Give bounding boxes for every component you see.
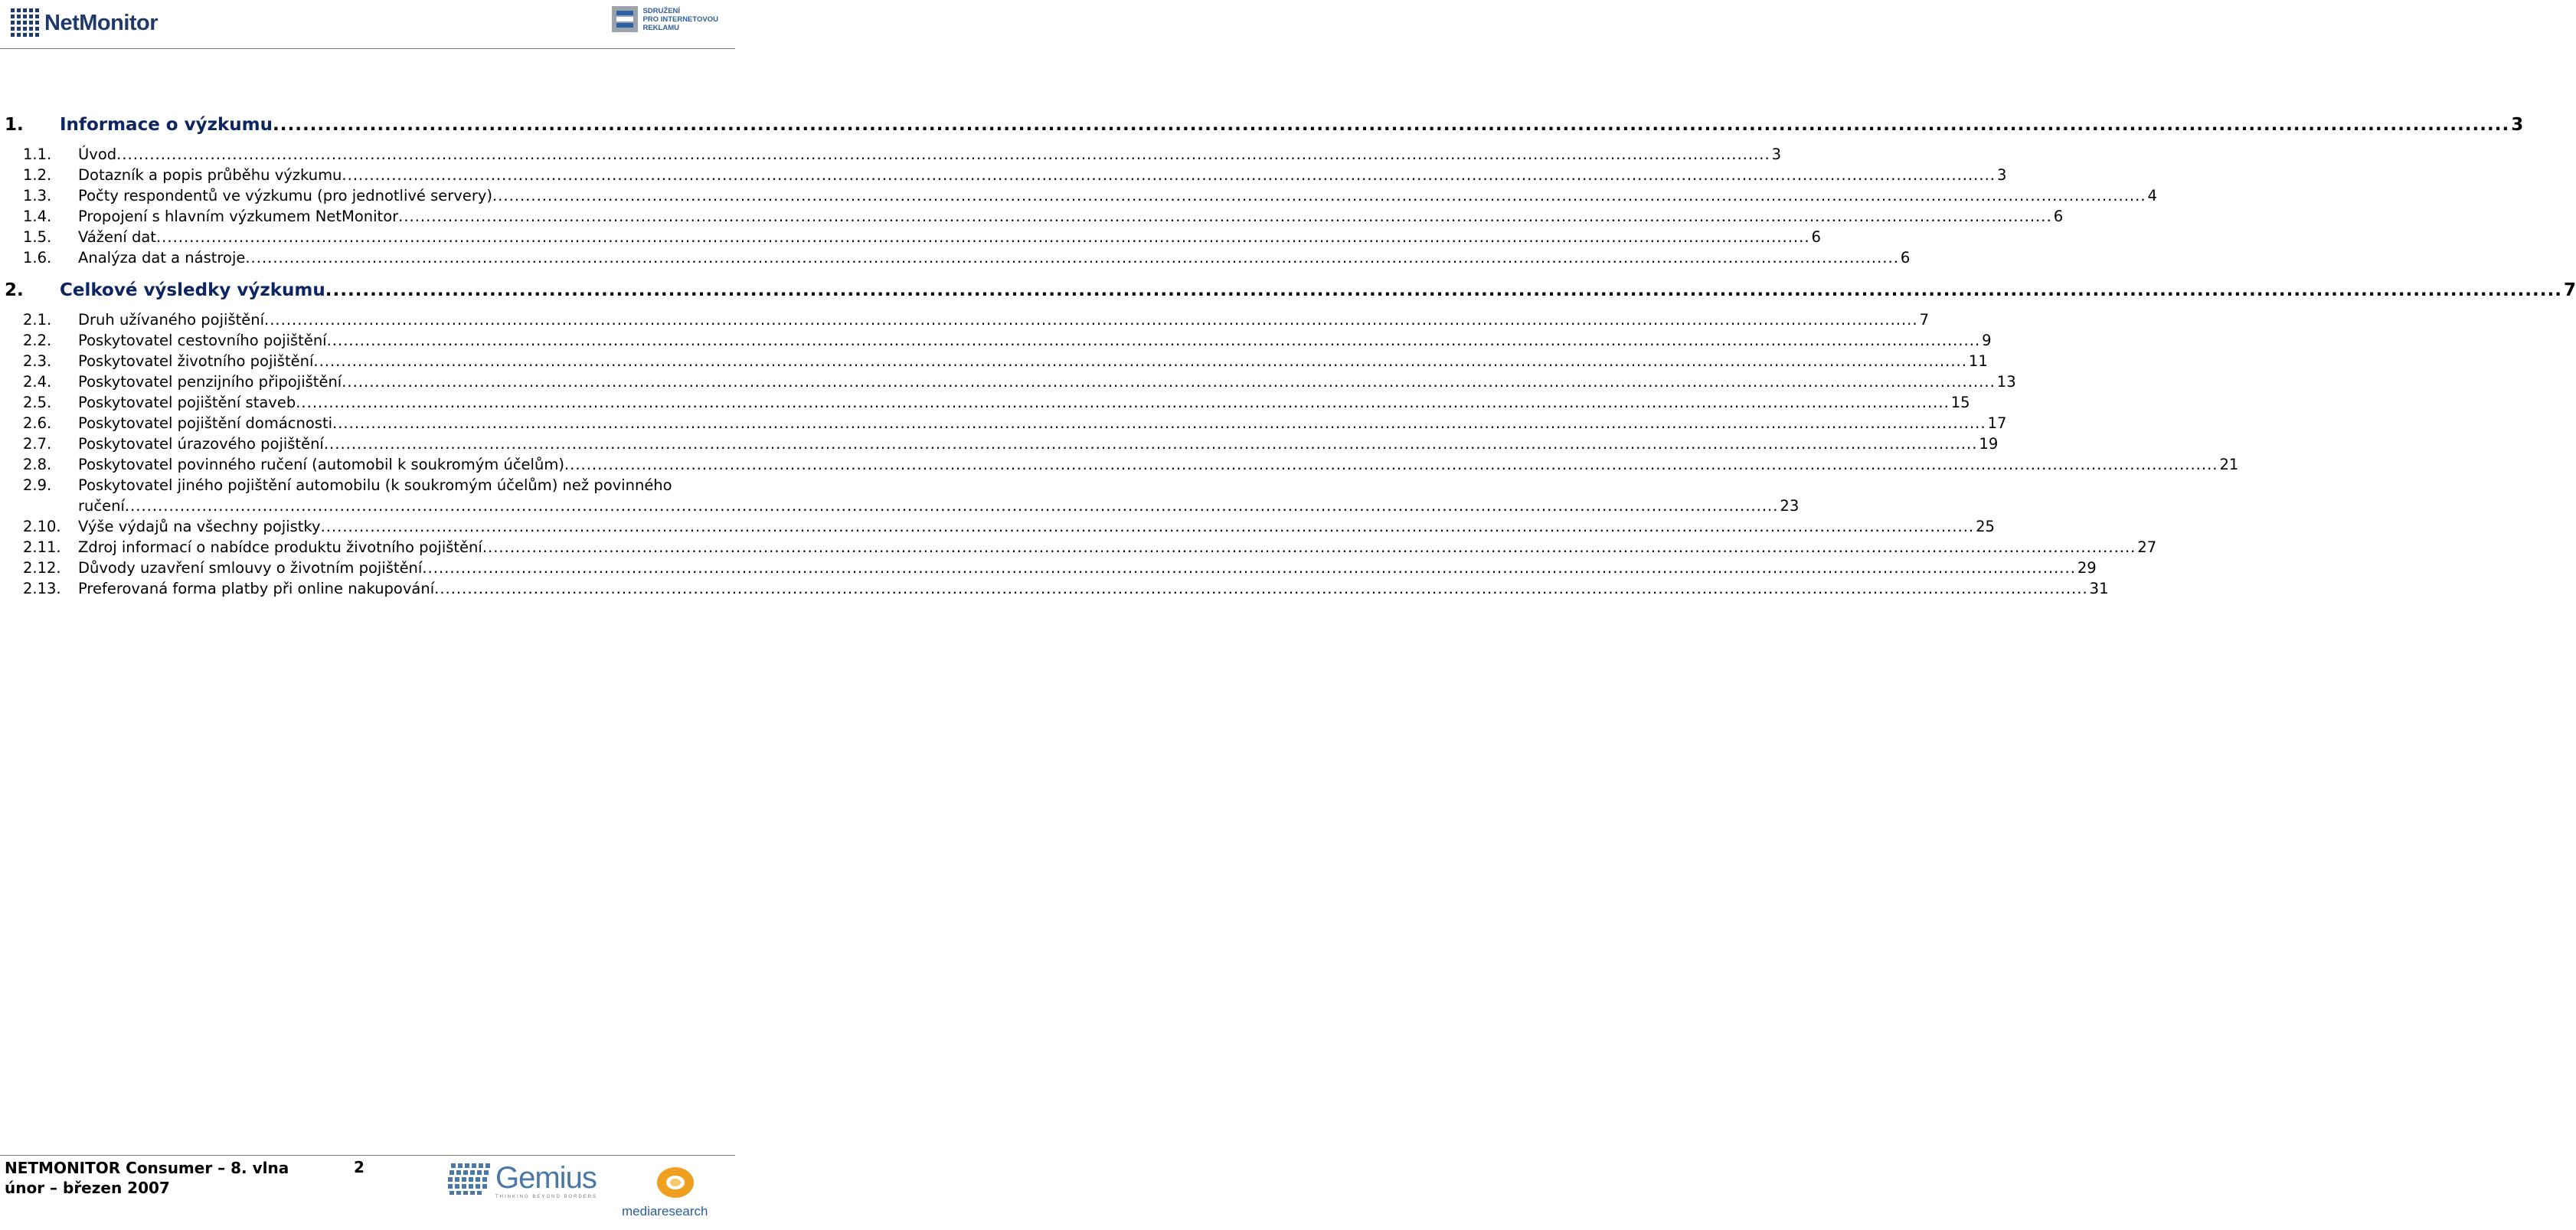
toc-entry-page: 3 xyxy=(1996,166,2007,184)
toc-entry-title: Počty respondentů ve výzkumu (pro jednotlivé servery) xyxy=(78,187,492,204)
toc-entry-title: Druh užívaného pojištění xyxy=(78,311,265,329)
netmonitor-logo xyxy=(11,8,158,38)
toc-dot-leader: ............................................................................................................................................................................................................................................................................................................ xyxy=(422,559,2076,577)
mediaresearch-ring-icon xyxy=(652,1164,698,1202)
toc-dot-leader: ............................................................................................................................................................................................................................................................................................................ xyxy=(332,414,1986,432)
toc-entry-page: 3 xyxy=(2511,115,2524,135)
toc-entry-number: 2.4. xyxy=(23,373,52,391)
spir-logo-text xyxy=(642,7,718,32)
toc-entry-title: Poskytovatel úrazového pojištění xyxy=(78,435,324,453)
toc-entry-title: Celkové výsledky výzkumu xyxy=(60,280,325,300)
toc-entry-title-continued: ručení xyxy=(78,497,125,515)
toc-entry-page: 6 xyxy=(2053,208,2064,225)
toc-entry-page: 29 xyxy=(2077,559,2097,577)
toc-entry-number: 1.5. xyxy=(23,228,52,246)
toc-entry-page: 15 xyxy=(1950,394,1970,411)
gemius-tagline: THINKING BEYOND BORDERS xyxy=(495,1195,598,1199)
toc-entry-title: Poskytovatel jiného pojištění automobilu (k soukromým účelům) než povinného xyxy=(78,476,672,494)
toc-dot-leader: ............................................................................................................................................................................................................................................................................................................ xyxy=(264,311,1918,329)
toc-entry-number: 2.2. xyxy=(23,332,52,349)
toc-entry-title: Zdroj informací o nabídce produktu životního pojištění xyxy=(78,538,482,556)
toc-entry-number: 1.1. xyxy=(23,146,52,163)
toc-dot-leader: ............................................................................................................................................................................................................................................................................................................ xyxy=(124,497,1779,515)
toc-entry-number: 2.13. xyxy=(23,580,61,597)
footer-line-1: NETMONITOR Consumer – 8. vlna xyxy=(5,1159,289,1177)
toc-entry-number: 2.6. xyxy=(23,414,52,432)
spir-mark-icon xyxy=(612,6,638,32)
toc-entry-page: 31 xyxy=(2089,580,2109,597)
toc-entry-number: 1.3. xyxy=(23,187,52,204)
netmonitor-dots-icon xyxy=(11,8,40,38)
toc-dot-leader: ............................................................................................................................................................................................................................................................................................................ xyxy=(323,435,1978,453)
toc-entry-page: 7 xyxy=(1919,311,1929,329)
toc-entry-page: 11 xyxy=(1968,352,1988,370)
toc-dot-leader: ............................................................................................................................................................................................................................................................................................................ xyxy=(325,280,2562,300)
toc-entry-title: Poskytovatel pojištění domácnosti xyxy=(78,414,333,432)
toc-dot-leader: ............................................................................................................................................................................................................................................................................................................ xyxy=(155,228,1810,246)
page-header xyxy=(0,0,735,49)
spir-line-1: SDRUŽENÍ xyxy=(642,6,681,15)
toc-entry-title: Úvod xyxy=(78,146,117,163)
toc-entry-page: 23 xyxy=(1780,497,1800,515)
header-rule xyxy=(0,48,735,49)
toc-entry-number: 2.1. xyxy=(23,311,52,329)
gemius-logo xyxy=(448,1161,598,1199)
toc-entry-page: 19 xyxy=(1979,435,1999,453)
footer-page-number: 2 xyxy=(354,1158,364,1176)
footer-title xyxy=(5,1158,289,1198)
toc-entry-title: Poskytovatel pojištění staveb xyxy=(78,394,296,411)
gemius-logo-text: Gemius xyxy=(495,1161,597,1195)
toc-entry-number: 1.2. xyxy=(23,166,52,184)
toc-entry-title: Vážení dat xyxy=(78,228,156,246)
toc-entry-page: 13 xyxy=(1996,373,2016,391)
toc-entry-title: Poskytovatel životního pojištění xyxy=(78,352,314,370)
toc-entry-title: Propojení s hlavním výzkumem NetMonitor xyxy=(78,208,399,225)
toc-dot-leader: ............................................................................................................................................................................................................................................................................................................ xyxy=(564,456,2218,473)
toc-entry-page: 17 xyxy=(1987,414,2007,432)
toc-entry-title: Poskytovatel cestovního pojištění xyxy=(78,332,327,349)
toc-entry-title: Dotazník a popis průběhu výzkumu xyxy=(78,166,342,184)
spir-logo xyxy=(612,6,718,32)
toc-entry-title: Poskytovatel penzijního připojištění xyxy=(78,373,342,391)
toc-entry-title: Informace o výzkumu xyxy=(60,115,273,135)
toc-entry-page: 7 xyxy=(2563,280,2576,300)
toc-dot-leader: ............................................................................................................................................................................................................................................................................................................ xyxy=(326,332,1981,349)
toc-entry-number: 2.7. xyxy=(23,435,52,453)
toc-entry-page: 6 xyxy=(1900,249,1911,267)
spir-line-3: REKLAMU xyxy=(642,23,679,32)
footer-line-2: únor – březen 2007 xyxy=(5,1179,170,1197)
toc-dot-leader: ............................................................................................................................................................................................................................................................................................................ xyxy=(313,352,1967,370)
footer-rule xyxy=(0,1155,735,1156)
toc-entry-number: 2.8. xyxy=(23,456,52,473)
toc-entry-title: Výše výdajů na všechny pojistky xyxy=(78,518,321,535)
toc-entry-title: Důvody uzavření smlouvy o životním pojištění xyxy=(78,559,423,577)
toc-dot-leader: ............................................................................................................................................................................................................................................................................................................ xyxy=(273,115,2510,135)
toc-entry-page: 3 xyxy=(1771,146,1782,163)
toc-dot-leader: ............................................................................................................................................................................................................................................................................................................ xyxy=(245,249,1899,267)
toc-entry-number: 2.12. xyxy=(23,559,61,577)
toc-entry-number: 1. xyxy=(5,115,24,135)
toc-entry-page: 4 xyxy=(2147,187,2157,204)
toc-entry-number: 1.6. xyxy=(23,249,52,267)
toc-dot-leader: ............................................................................................................................................................................................................................................................................................................ xyxy=(342,373,1996,391)
mediaresearch-logo-text: mediaresearch xyxy=(622,1204,708,1219)
toc-dot-leader: ............................................................................................................................................................................................................................................................................................................ xyxy=(116,146,1770,163)
netmonitor-logo-text: NetMonitor xyxy=(44,10,159,35)
toc-dot-leader: ............................................................................................................................................................................................................................................................................................................ xyxy=(434,580,2088,597)
toc-entry-title: Preferovaná forma platby při online nakupování xyxy=(78,580,435,597)
toc-dot-leader: ............................................................................................................................................................................................................................................................................................................ xyxy=(482,538,2136,556)
toc-entry-number: 2.9. xyxy=(23,476,52,494)
toc-entry-number: 1.4. xyxy=(23,208,52,225)
toc-entry-number: 2.11. xyxy=(23,538,61,556)
toc-entry-number: 2.5. xyxy=(23,394,52,411)
mediaresearch-logo xyxy=(622,1164,729,1225)
toc-entry-page: 21 xyxy=(2219,456,2239,473)
toc-entry-title: Poskytovatel povinného ručení (automobil k soukromým účelům) xyxy=(78,456,564,473)
toc-entry-page: 27 xyxy=(2137,538,2157,556)
spir-line-2: PRO INTERNETOVOU xyxy=(642,15,718,24)
toc-dot-leader: ............................................................................................................................................................................................................................................................................................................ xyxy=(398,208,2052,225)
toc-dot-leader: ............................................................................................................................................................................................................................................................................................................ xyxy=(492,187,2146,204)
toc-dot-leader: ............................................................................................................................................................................................................................................................................................................ xyxy=(296,394,1950,411)
toc-dot-leader: ............................................................................................................................................................................................................................................................................................................ xyxy=(320,518,1975,535)
toc-entry-number: 2. xyxy=(5,280,24,300)
toc-entry-number: 2.3. xyxy=(23,352,52,370)
gemius-dots-icon xyxy=(448,1162,492,1196)
toc-entry-page: 6 xyxy=(1811,228,1821,246)
toc-entry-title: Analýza dat a nástroje xyxy=(78,249,246,267)
toc-entry-number: 2.10. xyxy=(23,518,61,535)
toc-entry-page: 25 xyxy=(1976,518,1995,535)
toc-entry-page: 9 xyxy=(1982,332,1992,349)
toc-dot-leader: ............................................................................................................................................................................................................................................................................................................ xyxy=(342,166,1996,184)
